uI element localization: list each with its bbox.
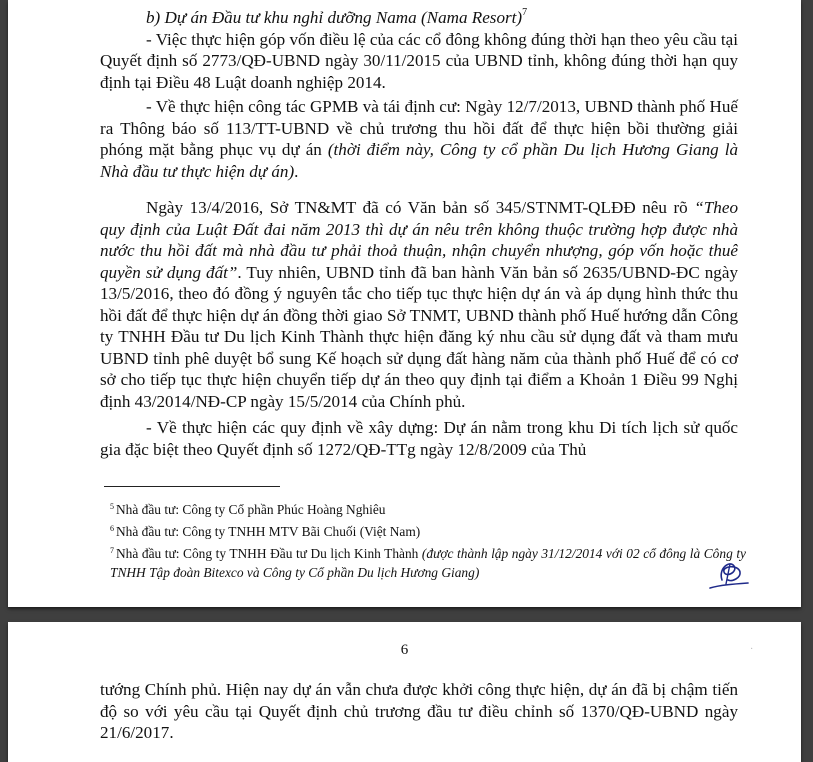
- scan-speck: ·: [750, 644, 754, 655]
- paragraph-construction: - Về thực hiện các quy định về xây dựng: Dự án nằm trong khu Di tích lịch sử quốc gia đặc biệt theo Quyết định số 1272/QĐ-TTg ngày 12/8/2009 của Thủ: [100, 418, 738, 459]
- footnote-divider: [104, 486, 280, 487]
- section-heading: b) Dự án Đầu tư khu nghỉ dưỡng Nama (Nama Resort)$^7$: [146, 7, 528, 27]
- paragraph-land-decision: Ngày 13/4/2016, Sở TN&MT đã có Văn bản số 345/STNMT-QLĐĐ nêu rõ “Theo quy định của Luật Đất đai năm 2013 thì dự án nêu trên không thuộc trường hợp được nhà nước thu hồi đất mà nhà đầu tư phải thoả thuận, nhận chuyển nhượng, góp vốn hoặc thuê quyền sử dụng đất”. Tuy nhiên, UBND tỉnh đã ban hành Văn bản số 2635/UBND-ĐC ngày 13/5/2016, theo đó đồng ý nguyên tắc cho tiếp tục thực hiện dự án và áp dụng hình thức thu hồi đất để thực hiện dự án đồng thời giao Sở TNMT, UBND thành phố Huế hướng dẫn Công ty TNHH Đầu tư Du lịch Kinh Thành thực hiện đăng ký nhu cầu sử dụng đất và tham mưu UBND tỉnh phê duyệt bổ sung Kế hoạch sử dụng đất hàng năm của thành phố Huế để có cơ sở cho tiếp tục thực hiện chuyển tiếp dự án theo quy định tại điểm a Khoản 1 Điều 99 Nghị định 43/2014/NĐ-CP ngày 15/5/2014 của Chính phủ.: [100, 198, 738, 411]
- signature-initials: [708, 558, 750, 592]
- page-number: 6: [400, 642, 409, 658]
- document-page-bottom: [8, 622, 801, 762]
- paragraph-continuation: tướng Chính phủ. Hiện nay dự án vẫn chưa được khởi công thực hiện, dự án đã bị chậm tiến độ so với yêu cầu tại Quyết định chủ trương đầu tư điều chỉnh số 1370/QĐ-UBND ngày 21/6/2017.: [100, 680, 738, 742]
- page-body-continued: [100, 679, 738, 744]
- footnote-5: $^5$ Nhà đầu tư: Công ty Cổ phần Phúc Hoàng Nghiêu: [110, 502, 386, 517]
- footnotes: [110, 497, 746, 582]
- paragraph-land-clearance: - Về thực hiện công tác GPMB và tái định cư: Ngày 12/7/2013, UBND thành phố Huế ra Thông báo số 113/TT-UBND về chủ trương thu hồi đất để thực hiện bồi thường giải phóng mặt bằng phục vụ dự án (thời điểm này, Công ty cổ phần Du lịch Hương Giang là Nhà đầu tư thực hiện dự án).: [100, 97, 738, 181]
- paragraph-capital-contribution: - Việc thực hiện góp vốn điều lệ của các cổ đông không đúng thời hạn theo yêu cầu tại Quyết định số 2773/QĐ-UBND ngày 30/11/2015 của UBND tỉnh, không đúng thời hạn quy định tại Điều 48 Luật doanh nghiệp 2014.: [100, 29, 738, 92]
- footnote-6: $^6$ Nhà đầu tư: Công ty TNHH MTV Bãi Chuối (Việt Nam): [110, 524, 421, 539]
- page-body: [100, 2, 738, 460]
- footnote-ref-7: 7: [522, 7, 528, 18]
- footnote-7: $^7$ Nhà đầu tư: Công ty TNHH Đầu tư Du lịch Kinh Thành (được thành lập ngày 31/12/2014 với 02 cổ đông là Công ty TNHH Tập đoàn Bitexco và Công ty Cổ phần Du lịch Hương Giang): [110, 546, 746, 580]
- document-page-top: [8, 0, 801, 607]
